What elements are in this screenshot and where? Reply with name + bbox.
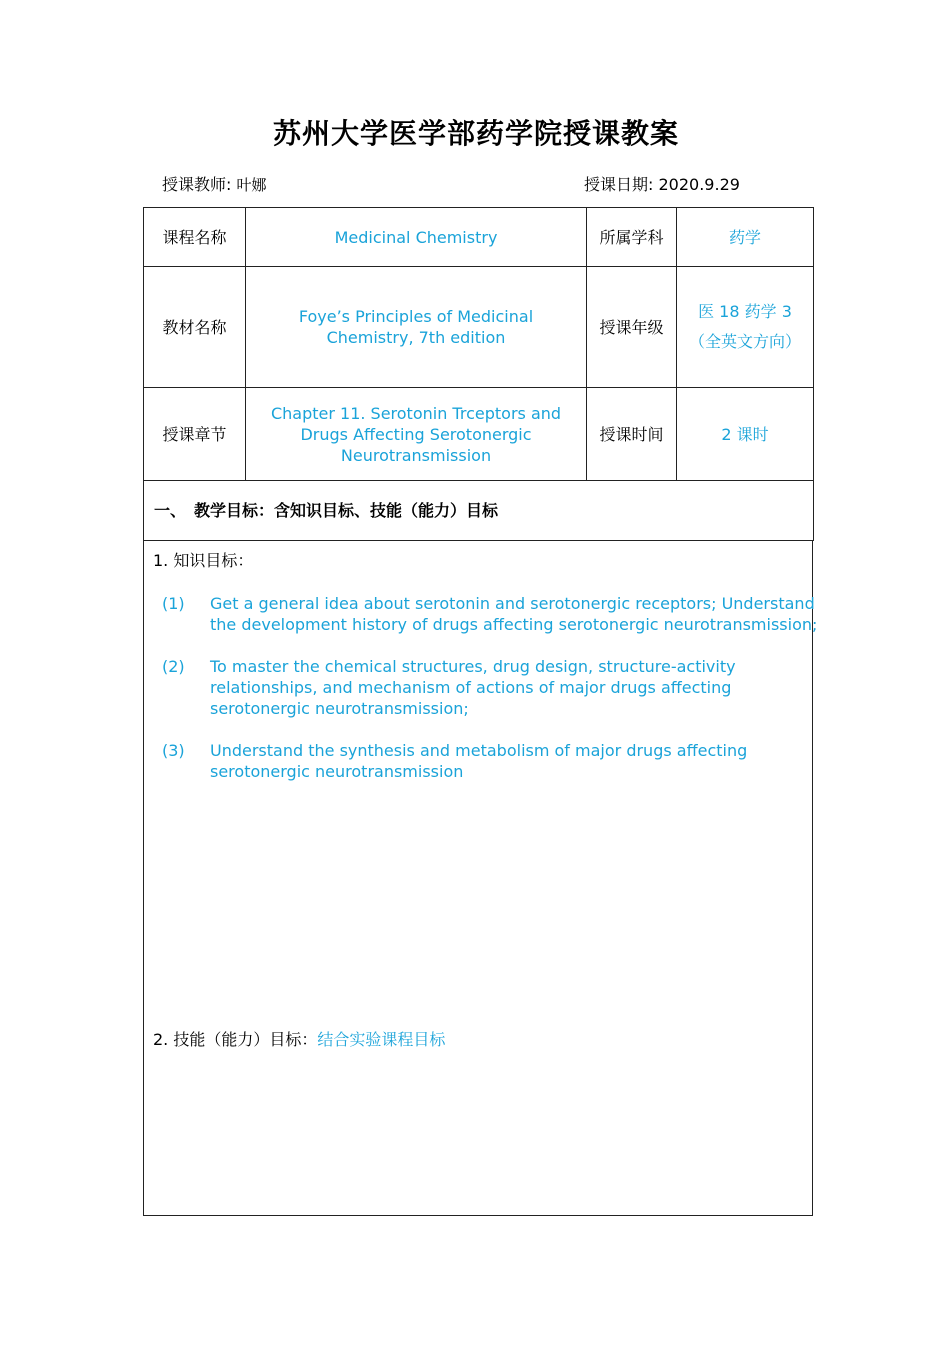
- objectives-box: [143, 540, 818, 1216]
- course-label: 课程名称: [144, 208, 246, 267]
- textbook-value: Foye’s Principles of Medicinal Chemistry, 7th edition: [246, 267, 587, 388]
- discipline-label: 所属学科: [587, 208, 677, 267]
- grade-label: 授课年级: [587, 267, 677, 388]
- date-value: 2020.9.29: [658, 175, 740, 194]
- skill-objective: [153, 1027, 445, 1050]
- chapter-value: Chapter 11. Serotonin Trceptors and Drugs Affecting Serotonergic Neurotransmission: [246, 388, 587, 481]
- section-heading: 一、 教学目标：含知识目标、技能（能力）目标: [144, 481, 814, 541]
- grade-value: 医 18 药学 3（全英文方向）: [677, 267, 814, 388]
- objective-number: (2): [162, 657, 185, 676]
- discipline-value: 药学: [677, 208, 814, 267]
- date-info: [584, 172, 740, 195]
- hours-value: 2 课时: [677, 388, 814, 481]
- course-value: Medicinal Chemistry: [246, 208, 587, 267]
- skill-objective-value: 结合实验课程目标: [317, 1030, 446, 1049]
- teacher-name: 叶娜: [236, 176, 267, 194]
- textbook-label: 教材名称: [144, 267, 246, 388]
- skill-objective-label: 2. 技能（能力）目标：: [153, 1030, 318, 1049]
- table-row: [144, 481, 814, 541]
- teacher-label: 授课教师:: [162, 175, 232, 194]
- teacher-info: [162, 172, 267, 195]
- objective-text: To master the chemical structures, drug design, structure-activity relationships, and mechanism of actions of major drugs affecting serotonergic neurotransmission;: [210, 657, 736, 718]
- table-row: [144, 208, 814, 267]
- objective-text: Get a general idea about serotonin and serotonergic receptors; Understand the development history of drugs affecting serotonergic neurotransmission;: [210, 594, 818, 634]
- objective-text: Understand the synthesis and metabolism of major drugs affecting serotonergic neurotransmission: [210, 741, 748, 781]
- date-label: 授课日期:: [584, 175, 654, 194]
- course-info-table: [143, 207, 814, 541]
- table-row: [144, 388, 814, 481]
- knowledge-objective-label: 1. 知识目标：: [153, 551, 254, 570]
- objective-number: (3): [162, 741, 185, 760]
- page-title: 苏州大学医学部药学院授课教案: [272, 117, 679, 150]
- table-row: [144, 267, 814, 388]
- chapter-label: 授课章节: [144, 388, 246, 481]
- hours-label: 授课时间: [587, 388, 677, 481]
- objective-number: (1): [162, 594, 185, 613]
